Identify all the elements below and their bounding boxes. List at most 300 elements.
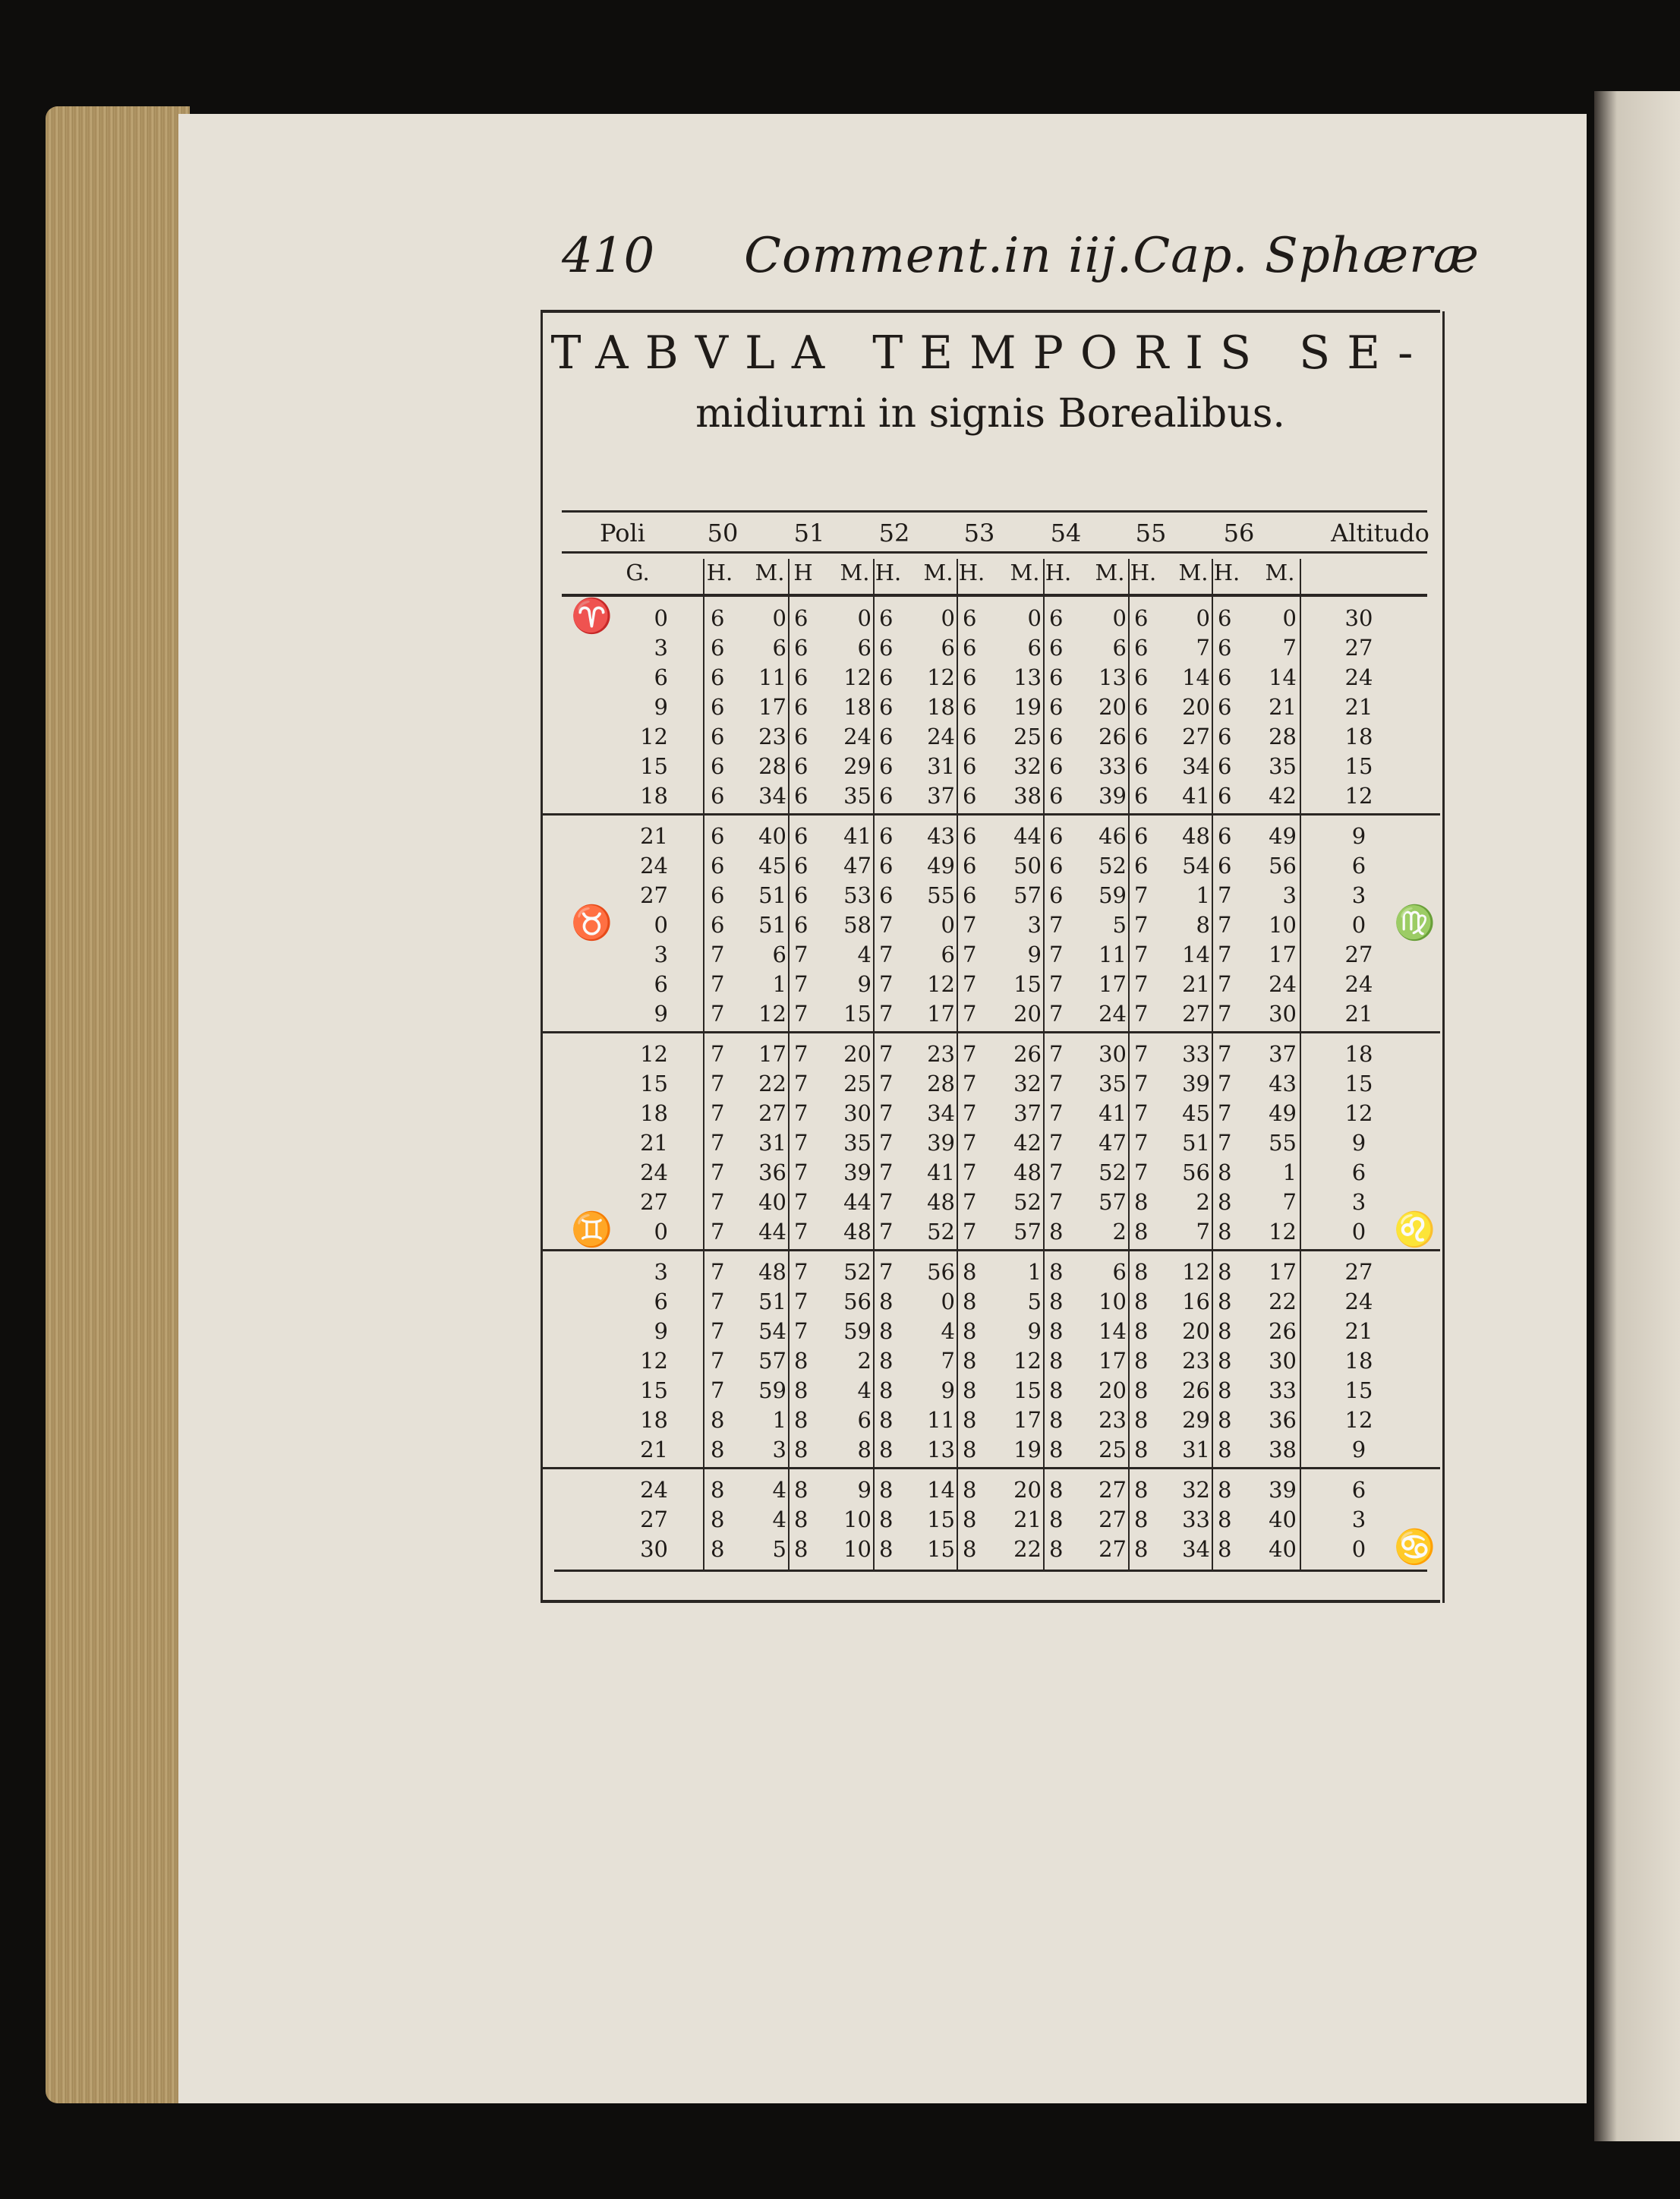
minute-cell: 9 bbox=[857, 1477, 872, 1503]
hour-cell: 8 bbox=[1218, 1377, 1232, 1403]
hour-cell: 8 bbox=[1134, 1318, 1149, 1344]
hour-cell: 6 bbox=[1049, 753, 1064, 779]
minute-cell: 25 bbox=[843, 1071, 872, 1096]
altitude-cell: 27 bbox=[1344, 635, 1373, 661]
hour-cell: 6 bbox=[1049, 605, 1064, 631]
minute-cell: 41 bbox=[1098, 1100, 1127, 1126]
minute-cell: 33 bbox=[1269, 1377, 1297, 1403]
minute-cell: 57 bbox=[1013, 882, 1042, 908]
zodiac-sign-right: ♌ bbox=[1394, 1210, 1436, 1249]
hour-cell: 6 bbox=[794, 882, 808, 908]
degree-cell: 15 bbox=[640, 1377, 668, 1403]
column-divider bbox=[1043, 559, 1045, 1570]
minute-cell: 44 bbox=[1013, 823, 1042, 849]
minute-cell: 24 bbox=[927, 724, 955, 749]
hour-cell: 7 bbox=[879, 1130, 894, 1156]
hour-cell: 7 bbox=[1049, 1159, 1064, 1185]
hour-cell: 7 bbox=[1134, 1041, 1149, 1067]
minute-cell: 13 bbox=[1098, 664, 1127, 690]
minute-cell: 42 bbox=[1269, 783, 1297, 809]
degree-cell: 3 bbox=[654, 1259, 668, 1285]
hour-cell: 7 bbox=[1218, 1130, 1232, 1156]
minute-cell: 1 bbox=[772, 1407, 786, 1433]
minute-cell: 4 bbox=[772, 1506, 786, 1532]
minute-cell: 27 bbox=[1182, 1001, 1210, 1027]
hour-cell: 6 bbox=[711, 635, 725, 661]
minute-cell: 1 bbox=[772, 971, 786, 997]
minute-cell: 28 bbox=[927, 1071, 955, 1096]
minute-cell: 27 bbox=[1098, 1536, 1127, 1562]
hour-cell: 6 bbox=[1218, 753, 1232, 779]
minute-cell: 27 bbox=[1098, 1477, 1127, 1503]
hour-cell: 6 bbox=[711, 724, 725, 749]
minute-cell: 51 bbox=[758, 1289, 786, 1314]
minute-cell: 18 bbox=[927, 694, 955, 720]
minute-cell: 21 bbox=[1269, 694, 1297, 720]
minute-cell: 25 bbox=[1098, 1437, 1127, 1462]
hour-cell: 6 bbox=[879, 694, 894, 720]
hour-cell: 7 bbox=[1134, 1071, 1149, 1096]
minute-cell: 48 bbox=[927, 1189, 955, 1215]
minute-cell: 38 bbox=[1269, 1437, 1297, 1462]
altitude-cell: 0 bbox=[1351, 1219, 1366, 1245]
hour-cell: 6 bbox=[879, 753, 894, 779]
minute-cell: 55 bbox=[1269, 1130, 1297, 1156]
degree-cell: 12 bbox=[640, 724, 668, 749]
hour-cell: 7 bbox=[711, 1348, 725, 1374]
hour-cell: 6 bbox=[1049, 694, 1064, 720]
column-divider bbox=[873, 559, 875, 1570]
minute-cell: 59 bbox=[758, 1377, 786, 1403]
subheader-g: G. bbox=[626, 560, 650, 585]
minute-cell: 7 bbox=[941, 1348, 955, 1374]
degree-cell: 0 bbox=[654, 912, 668, 938]
minute-cell: 20 bbox=[1182, 1318, 1210, 1344]
hour-cell: 8 bbox=[963, 1536, 977, 1562]
header-poli: Poli bbox=[600, 519, 645, 547]
hour-cell: 7 bbox=[1218, 882, 1232, 908]
hour-cell: 6 bbox=[1134, 823, 1149, 849]
table-frame bbox=[541, 311, 1445, 1603]
hour-cell: 7 bbox=[1049, 1071, 1064, 1096]
header-latitude-54: 54 bbox=[1050, 519, 1082, 547]
minute-cell: 1 bbox=[1027, 1259, 1042, 1285]
hour-cell: 7 bbox=[1134, 1130, 1149, 1156]
hour-cell: 8 bbox=[879, 1289, 894, 1314]
degree-cell: 12 bbox=[640, 1348, 668, 1374]
hour-cell: 8 bbox=[1049, 1348, 1064, 1374]
minute-cell: 39 bbox=[843, 1159, 872, 1185]
hour-cell: 7 bbox=[711, 971, 725, 997]
hour-cell: 8 bbox=[711, 1407, 725, 1433]
minute-cell: 6 bbox=[941, 635, 955, 661]
minute-cell: 8 bbox=[1196, 912, 1210, 938]
hour-cell: 8 bbox=[879, 1506, 894, 1532]
hour-cell: 8 bbox=[879, 1437, 894, 1462]
header-latitude-51: 51 bbox=[793, 519, 825, 547]
degree-cell: 21 bbox=[640, 823, 668, 849]
subheader-m: M. bbox=[923, 560, 953, 585]
altitude-cell: 27 bbox=[1344, 1259, 1373, 1285]
minute-cell: 6 bbox=[772, 635, 786, 661]
altitude-cell: 3 bbox=[1351, 1506, 1366, 1532]
minute-cell: 50 bbox=[1013, 853, 1042, 879]
minute-cell: 12 bbox=[1013, 1348, 1042, 1374]
minute-cell: 0 bbox=[941, 1289, 955, 1314]
degree-cell: 0 bbox=[654, 1219, 668, 1245]
minute-cell: 10 bbox=[1269, 912, 1297, 938]
altitude-cell: 0 bbox=[1351, 912, 1366, 938]
minute-cell: 12 bbox=[927, 971, 955, 997]
hour-cell: 6 bbox=[711, 664, 725, 690]
degree-cell: 30 bbox=[640, 1536, 668, 1562]
minute-cell: 9 bbox=[941, 1377, 955, 1403]
table-rule bbox=[541, 1249, 1440, 1251]
hour-cell: 7 bbox=[711, 1289, 725, 1314]
hour-cell: 8 bbox=[1218, 1318, 1232, 1344]
hour-cell: 6 bbox=[963, 783, 977, 809]
hour-cell: 8 bbox=[1049, 1377, 1064, 1403]
hour-cell: 6 bbox=[1134, 753, 1149, 779]
hour-cell: 6 bbox=[711, 753, 725, 779]
hour-cell: 6 bbox=[879, 635, 894, 661]
hour-cell: 8 bbox=[794, 1536, 808, 1562]
minute-cell: 33 bbox=[1182, 1041, 1210, 1067]
minute-cell: 0 bbox=[941, 912, 955, 938]
hour-cell: 8 bbox=[794, 1437, 808, 1462]
hour-cell: 8 bbox=[1218, 1506, 1232, 1532]
minute-cell: 32 bbox=[1013, 1071, 1042, 1096]
header-latitude-52: 52 bbox=[878, 519, 910, 547]
minute-cell: 14 bbox=[1269, 664, 1297, 690]
hour-cell: 7 bbox=[1218, 942, 1232, 967]
hour-cell: 7 bbox=[711, 1071, 725, 1096]
minute-cell: 17 bbox=[1269, 1259, 1297, 1285]
hour-cell: 7 bbox=[1218, 912, 1232, 938]
hour-cell: 7 bbox=[1049, 1189, 1064, 1215]
minute-cell: 15 bbox=[1013, 1377, 1042, 1403]
hour-cell: 8 bbox=[879, 1407, 894, 1433]
minute-cell: 23 bbox=[927, 1041, 955, 1067]
minute-cell: 11 bbox=[758, 664, 786, 690]
minute-cell: 5 bbox=[772, 1536, 786, 1562]
hour-cell: 6 bbox=[1218, 605, 1232, 631]
hour-cell: 7 bbox=[711, 1130, 725, 1156]
minute-cell: 24 bbox=[1269, 971, 1297, 997]
hour-cell: 8 bbox=[963, 1318, 977, 1344]
hour-cell: 8 bbox=[711, 1477, 725, 1503]
hour-cell: 7 bbox=[794, 1189, 808, 1215]
hour-cell: 7 bbox=[1134, 971, 1149, 997]
table-title: TABVLA TEMPORIS SE- bbox=[550, 327, 1430, 380]
hour-cell: 8 bbox=[1134, 1219, 1149, 1245]
hour-cell: 8 bbox=[963, 1348, 977, 1374]
minute-cell: 49 bbox=[1269, 1100, 1297, 1126]
minute-cell: 31 bbox=[758, 1130, 786, 1156]
minute-cell: 8 bbox=[857, 1437, 872, 1462]
degree-cell: 0 bbox=[654, 605, 668, 631]
minute-cell: 20 bbox=[1013, 1001, 1042, 1027]
hour-cell: 7 bbox=[963, 1159, 977, 1185]
hour-cell: 8 bbox=[1134, 1506, 1149, 1532]
hour-cell: 6 bbox=[794, 823, 808, 849]
minute-cell: 3 bbox=[1027, 912, 1042, 938]
minute-cell: 6 bbox=[1112, 635, 1127, 661]
hour-cell: 8 bbox=[879, 1477, 894, 1503]
minute-cell: 2 bbox=[1196, 1189, 1210, 1215]
altitude-cell: 24 bbox=[1344, 971, 1373, 997]
hour-cell: 7 bbox=[963, 1130, 977, 1156]
minute-cell: 39 bbox=[1098, 783, 1127, 809]
degree-cell: 21 bbox=[640, 1130, 668, 1156]
hour-cell: 7 bbox=[794, 1071, 808, 1096]
minute-cell: 22 bbox=[758, 1071, 786, 1096]
hour-cell: 7 bbox=[879, 1189, 894, 1215]
minute-cell: 36 bbox=[1269, 1407, 1297, 1433]
hour-cell: 7 bbox=[1134, 882, 1149, 908]
minute-cell: 39 bbox=[1269, 1477, 1297, 1503]
minute-cell: 32 bbox=[1013, 753, 1042, 779]
hour-cell: 7 bbox=[879, 1071, 894, 1096]
minute-cell: 59 bbox=[843, 1318, 872, 1344]
hour-cell: 8 bbox=[1049, 1219, 1064, 1245]
degree-cell: 9 bbox=[654, 1318, 668, 1344]
minute-cell: 10 bbox=[843, 1536, 872, 1562]
minute-cell: 35 bbox=[1098, 1071, 1127, 1096]
minute-cell: 37 bbox=[1013, 1100, 1042, 1126]
minute-cell: 56 bbox=[927, 1259, 955, 1285]
minute-cell: 6 bbox=[857, 635, 872, 661]
hour-cell: 8 bbox=[1218, 1159, 1232, 1185]
column-divider bbox=[1300, 559, 1301, 1570]
hour-cell: 6 bbox=[1218, 853, 1232, 879]
degree-cell: 18 bbox=[640, 783, 668, 809]
table-rule bbox=[562, 551, 1427, 554]
subheader-h: H. bbox=[706, 560, 733, 585]
hour-cell: 6 bbox=[794, 724, 808, 749]
hour-cell: 8 bbox=[1049, 1536, 1064, 1562]
minute-cell: 29 bbox=[843, 753, 872, 779]
minute-cell: 2 bbox=[1112, 1219, 1127, 1245]
hour-cell: 7 bbox=[794, 971, 808, 997]
hour-cell: 7 bbox=[711, 1259, 725, 1285]
header-altitudo: Altitudo bbox=[1331, 519, 1429, 547]
hour-cell: 8 bbox=[1049, 1289, 1064, 1314]
hour-cell: 6 bbox=[1049, 635, 1064, 661]
hour-cell: 6 bbox=[963, 753, 977, 779]
hour-cell: 8 bbox=[1218, 1259, 1232, 1285]
hour-cell: 7 bbox=[794, 1219, 808, 1245]
hour-cell: 8 bbox=[1049, 1259, 1064, 1285]
minute-cell: 17 bbox=[758, 1041, 786, 1067]
table-rule bbox=[562, 594, 1427, 597]
hour-cell: 6 bbox=[711, 605, 725, 631]
minute-cell: 48 bbox=[1182, 823, 1210, 849]
hour-cell: 7 bbox=[711, 1041, 725, 1067]
hour-cell: 6 bbox=[711, 912, 725, 938]
hour-cell: 6 bbox=[963, 882, 977, 908]
minute-cell: 11 bbox=[927, 1407, 955, 1433]
hour-cell: 7 bbox=[879, 912, 894, 938]
hour-cell: 7 bbox=[879, 942, 894, 967]
minute-cell: 34 bbox=[1182, 753, 1210, 779]
header-latitude-50: 50 bbox=[707, 519, 739, 547]
hour-cell: 7 bbox=[1049, 1100, 1064, 1126]
hour-cell: 7 bbox=[963, 971, 977, 997]
hour-cell: 8 bbox=[879, 1377, 894, 1403]
minute-cell: 14 bbox=[1098, 1318, 1127, 1344]
hour-cell: 6 bbox=[1049, 724, 1064, 749]
minute-cell: 28 bbox=[1269, 724, 1297, 749]
minute-cell: 51 bbox=[1182, 1130, 1210, 1156]
hour-cell: 6 bbox=[1218, 694, 1232, 720]
hour-cell: 8 bbox=[963, 1259, 977, 1285]
minute-cell: 30 bbox=[843, 1100, 872, 1126]
subheader-m: M. bbox=[1178, 560, 1209, 585]
hour-cell: 7 bbox=[1049, 912, 1064, 938]
hour-cell: 7 bbox=[1134, 1100, 1149, 1126]
hour-cell: 7 bbox=[711, 1159, 725, 1185]
minute-cell: 40 bbox=[758, 823, 786, 849]
hour-cell: 8 bbox=[1049, 1318, 1064, 1344]
degree-cell: 9 bbox=[654, 1001, 668, 1027]
table-rule bbox=[541, 813, 1440, 816]
minute-cell: 16 bbox=[1182, 1289, 1210, 1314]
minute-cell: 35 bbox=[843, 783, 872, 809]
hour-cell: 8 bbox=[1134, 1377, 1149, 1403]
hour-cell: 7 bbox=[1049, 942, 1064, 967]
hour-cell: 6 bbox=[1134, 724, 1149, 749]
hour-cell: 6 bbox=[963, 694, 977, 720]
minute-cell: 7 bbox=[1282, 1189, 1297, 1215]
degree-cell: 6 bbox=[654, 1289, 668, 1314]
minute-cell: 32 bbox=[1182, 1477, 1210, 1503]
subheader-h: H. bbox=[958, 560, 985, 585]
minute-cell: 51 bbox=[758, 912, 786, 938]
subheader-m: M. bbox=[840, 560, 870, 585]
subheader-m: M. bbox=[1010, 560, 1040, 585]
altitude-cell: 3 bbox=[1351, 1189, 1366, 1215]
zodiac-sign-right: ♍ bbox=[1394, 904, 1436, 942]
minute-cell: 3 bbox=[1282, 882, 1297, 908]
minute-cell: 22 bbox=[1269, 1289, 1297, 1314]
subheader-m: M. bbox=[1095, 560, 1125, 585]
minute-cell: 12 bbox=[758, 1001, 786, 1027]
altitude-cell: 30 bbox=[1344, 605, 1373, 631]
hour-cell: 7 bbox=[1049, 971, 1064, 997]
minute-cell: 48 bbox=[1013, 1159, 1042, 1185]
page-number: 410 bbox=[562, 228, 655, 284]
hour-cell: 6 bbox=[879, 783, 894, 809]
minute-cell: 44 bbox=[758, 1219, 786, 1245]
altitude-cell: 15 bbox=[1344, 753, 1373, 779]
hour-cell: 6 bbox=[879, 853, 894, 879]
hour-cell: 7 bbox=[963, 1041, 977, 1067]
hour-cell: 8 bbox=[1134, 1407, 1149, 1433]
hour-cell: 7 bbox=[879, 1219, 894, 1245]
hour-cell: 7 bbox=[1134, 1001, 1149, 1027]
hour-cell: 6 bbox=[879, 823, 894, 849]
minute-cell: 15 bbox=[927, 1536, 955, 1562]
minute-cell: 26 bbox=[1182, 1377, 1210, 1403]
subheader-h: H. bbox=[1213, 560, 1240, 585]
hour-cell: 7 bbox=[711, 1001, 725, 1027]
minute-cell: 36 bbox=[758, 1159, 786, 1185]
header-latitude-53: 53 bbox=[963, 519, 995, 547]
minute-cell: 39 bbox=[927, 1130, 955, 1156]
minute-cell: 3 bbox=[772, 1437, 786, 1462]
minute-cell: 30 bbox=[1269, 1001, 1297, 1027]
minute-cell: 17 bbox=[1269, 942, 1297, 967]
degree-cell: 24 bbox=[640, 1477, 668, 1503]
column-divider bbox=[957, 559, 958, 1570]
minute-cell: 0 bbox=[1282, 605, 1297, 631]
minute-cell: 43 bbox=[1269, 1071, 1297, 1096]
minute-cell: 42 bbox=[1013, 1130, 1042, 1156]
degree-cell: 15 bbox=[640, 1071, 668, 1096]
hour-cell: 7 bbox=[963, 912, 977, 938]
hour-cell: 7 bbox=[794, 1318, 808, 1344]
hour-cell: 8 bbox=[963, 1506, 977, 1532]
minute-cell: 35 bbox=[843, 1130, 872, 1156]
header-latitude-56: 56 bbox=[1223, 519, 1255, 547]
minute-cell: 5 bbox=[1027, 1289, 1042, 1314]
minute-cell: 4 bbox=[772, 1477, 786, 1503]
altitude-cell: 24 bbox=[1344, 1289, 1373, 1314]
minute-cell: 56 bbox=[1182, 1159, 1210, 1185]
hour-cell: 8 bbox=[1218, 1219, 1232, 1245]
minute-cell: 0 bbox=[1112, 605, 1127, 631]
minute-cell: 0 bbox=[1196, 605, 1210, 631]
hour-cell: 7 bbox=[711, 942, 725, 967]
minute-cell: 19 bbox=[1013, 694, 1042, 720]
altitude-cell: 21 bbox=[1344, 1001, 1373, 1027]
hour-cell: 7 bbox=[963, 1100, 977, 1126]
minute-cell: 0 bbox=[1027, 605, 1042, 631]
hour-cell: 6 bbox=[1218, 823, 1232, 849]
hour-cell: 6 bbox=[794, 853, 808, 879]
zodiac-sign-left: ♈ bbox=[571, 597, 613, 636]
minute-cell: 27 bbox=[758, 1100, 786, 1126]
hour-cell: 6 bbox=[1134, 853, 1149, 879]
minute-cell: 31 bbox=[1182, 1437, 1210, 1462]
hour-cell: 6 bbox=[879, 605, 894, 631]
degree-cell: 12 bbox=[640, 1041, 668, 1067]
hour-cell: 6 bbox=[1049, 823, 1064, 849]
subheader-h: H. bbox=[875, 560, 902, 585]
subheader-m: M. bbox=[1265, 560, 1295, 585]
hour-cell: 7 bbox=[879, 1259, 894, 1285]
minute-cell: 20 bbox=[1098, 694, 1127, 720]
degree-cell: 27 bbox=[640, 1506, 668, 1532]
minute-cell: 40 bbox=[758, 1189, 786, 1215]
minute-cell: 20 bbox=[843, 1041, 872, 1067]
hour-cell: 7 bbox=[794, 1100, 808, 1126]
degree-cell: 6 bbox=[654, 664, 668, 690]
minute-cell: 26 bbox=[1098, 724, 1127, 749]
column-divider bbox=[1128, 559, 1130, 1570]
minute-cell: 40 bbox=[1269, 1506, 1297, 1532]
hour-cell: 6 bbox=[879, 664, 894, 690]
degree-cell: 18 bbox=[640, 1100, 668, 1126]
minute-cell: 49 bbox=[927, 853, 955, 879]
minute-cell: 6 bbox=[941, 942, 955, 967]
hour-cell: 6 bbox=[963, 605, 977, 631]
hour-cell: 7 bbox=[1218, 1001, 1232, 1027]
minute-cell: 4 bbox=[941, 1318, 955, 1344]
degree-cell: 27 bbox=[640, 1189, 668, 1215]
hour-cell: 8 bbox=[1049, 1506, 1064, 1532]
